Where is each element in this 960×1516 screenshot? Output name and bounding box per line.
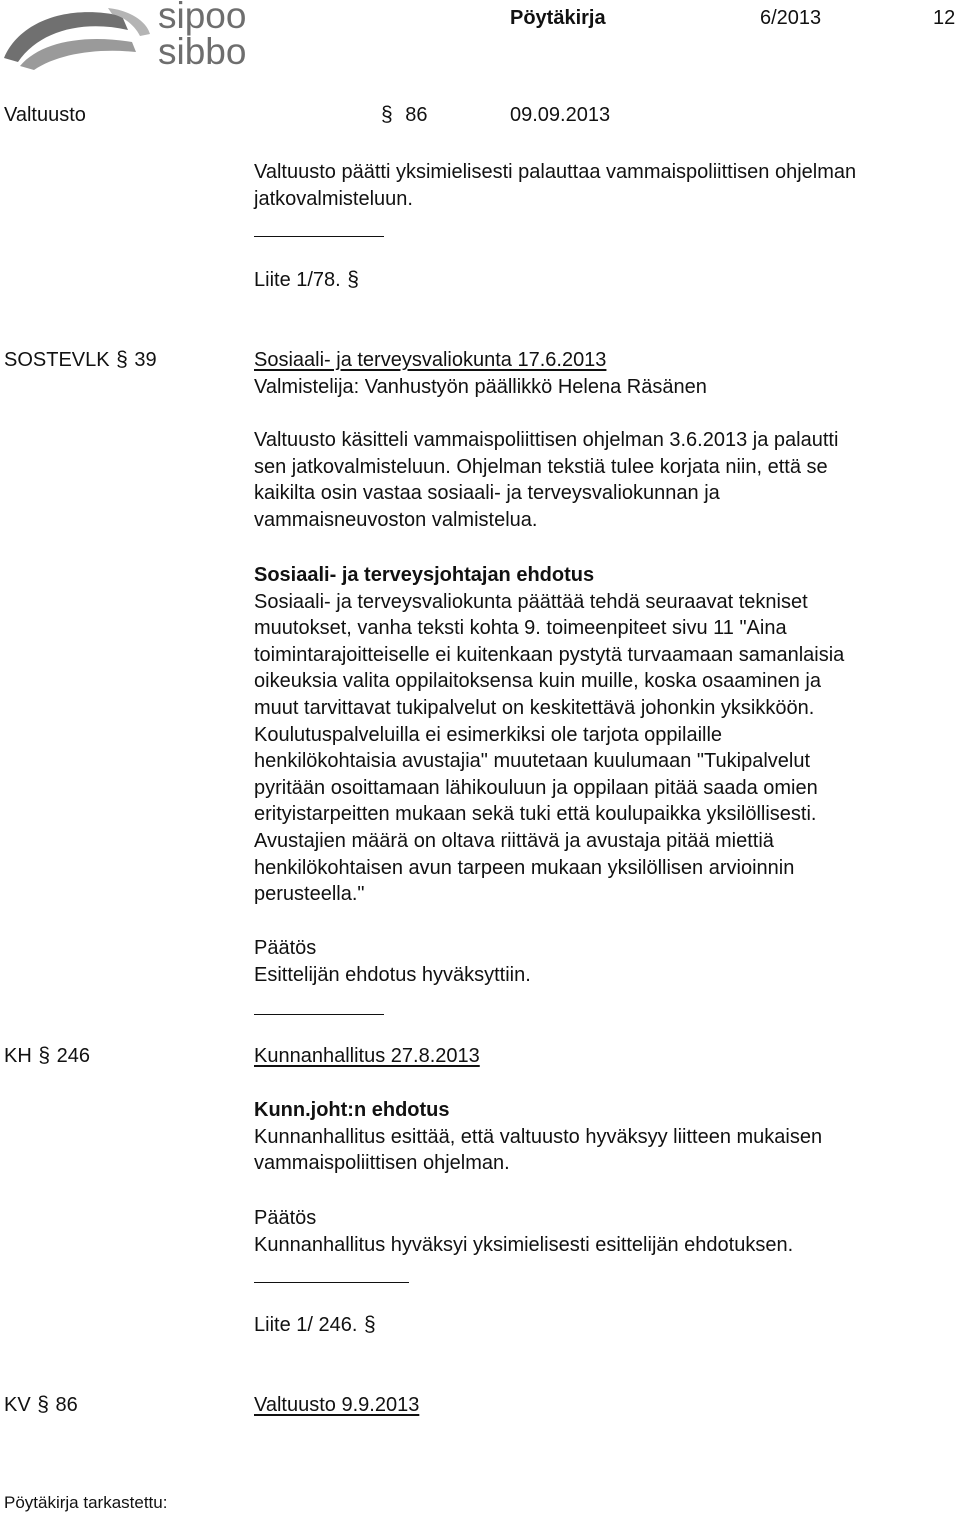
attachment-link[interactable]: Liite 1/78. [254, 269, 341, 291]
kh-ref [4, 1043, 90, 1069]
text-line: Sosiaali- ja terveysvaliokunta päättää tehdä seuraavat tekniset [254, 590, 808, 613]
kh-decision [254, 1205, 944, 1258]
sostevlk-preparer: Valmistelija: Vanhustyön päällikkö Helena Räsänen [254, 376, 707, 398]
document-number: 6/2013 [760, 7, 822, 29]
meta-body: Valtuusto [4, 104, 86, 126]
logo-swirl-icon [0, 0, 156, 72]
text-line: toimintarajoitteiselle ei kuitenkaan pystytä turvaamaan samanlaisia [254, 643, 845, 666]
text-line: muut tarvittavat tukipalvelut on keskitettävä johonkin yksikköön. [254, 696, 815, 719]
text-line: muutokset, vanha teksti kohta 9. toimeenpiteet sivu 11 "Aina [254, 617, 787, 640]
text-line: kaikilta osin vastaa sosiaali- ja terveysvaliokunnan ja [254, 482, 720, 505]
section-sign: § [116, 348, 128, 371]
text-line: Valtuusto käsitteli vammaispoliittisen ohjelman 3.6.2013 ja palautti [254, 429, 839, 451]
sostevlk-proposal [254, 562, 944, 908]
text-line: vammaispoliittisen ohjelman. [254, 1152, 510, 1175]
section-sign: § [37, 1393, 49, 1416]
text-line: sen jatkovalmisteluun. Ohjelman tekstiä tulee korjata niin, että se [254, 455, 828, 478]
section-sign: § [347, 268, 359, 291]
meta-date: 09.09.2013 [510, 104, 611, 126]
meta-paragraph-number: 86 [405, 104, 428, 126]
separator-rule [254, 236, 384, 237]
text-line: Valtuusto päätti yksimielisesti palauttaa vammaispoliittisen ohjelman [254, 161, 857, 183]
text-line: oikeuksia valita oppilaitoksensa kuin muille, koska osaaminen ja [254, 670, 821, 693]
kv-ref [4, 1392, 78, 1418]
text-line: pyritään osoittamaan lähikouluun ja oppilaan pitää saada omien [254, 776, 818, 799]
text-line: erityistarpeitten mukaan sekä tuki että koulupaikka yksilöllisesti. [254, 803, 817, 826]
decision-text: Kunnanhallitus hyväksyi yksimielisesti esittelijän ehdotuksen. [254, 1233, 794, 1256]
decision-label: Päätös [254, 1207, 317, 1229]
document-type: Pöytäkirja [510, 7, 606, 29]
section-sign: § [38, 1044, 51, 1067]
sostevlk-body [254, 427, 944, 533]
decision-label: Päätös [254, 937, 317, 959]
proposal-heading: Kunn.joht:n ehdotus [254, 1099, 450, 1121]
kh-proposal [254, 1097, 944, 1177]
text-line: perusteella." [254, 883, 365, 906]
text-line: jatkovalmisteluun. [254, 187, 413, 210]
ref-number: 39 [134, 349, 157, 371]
attachment-78 [254, 267, 360, 293]
kv-heading: Valtuusto 9.9.2013 [254, 1394, 420, 1416]
sipoo-sibbo-logo [0, 0, 260, 74]
proposal-heading: Sosiaali- ja terveysjohtajan ehdotus [254, 564, 595, 586]
attachment-link[interactable]: Liite 1/ 246. [254, 1314, 358, 1336]
separator-rule [254, 1014, 384, 1015]
text-line: Kunnanhallitus esittää, että valtuusto hyväksyy liitteen mukaisen [254, 1125, 823, 1148]
attachment-246 [254, 1312, 377, 1338]
text-line: Avustajien määrä on oltava riittävä ja avustaja pitää miettiä [254, 829, 774, 852]
section-sign: § [363, 1313, 376, 1336]
sostevlk-heading: Sosiaali- ja terveysvaliokunta 17.6.2013 [254, 349, 607, 371]
text-line: Koulutuspalveluilla ei esimerkiksi ole tarjota oppilaille [254, 723, 723, 746]
page-number: 12 [933, 7, 956, 29]
ref-label: KH [4, 1045, 32, 1067]
ref-number: 86 [55, 1394, 78, 1416]
ref-label: SOSTEVLK [4, 349, 110, 371]
ref-label: KV [4, 1394, 31, 1416]
section-sign: § [381, 103, 393, 126]
text-line: henkilökohtaisia avustajia" muutetaan kuulumaan "Tukipalvelut [254, 750, 811, 773]
text-line: vammaisneuvoston valmistelua. [254, 508, 538, 531]
footer-checked: Pöytäkirja tarkastettu: [4, 1493, 168, 1512]
separator-rule [254, 1282, 409, 1283]
text-line: henkilökohtaisen avun tarpeen mukaan yksilöllisen arvioinnin [254, 856, 795, 879]
decision-text: Esittelijän ehdotus hyväksyttiin. [254, 963, 531, 986]
ref-number: 246 [56, 1045, 90, 1067]
kh-heading: Kunnanhallitus 27.8.2013 [254, 1045, 480, 1067]
sostevlk-ref [4, 347, 157, 373]
council-decision [254, 159, 944, 212]
logo-text-sibbo: sibbo [158, 31, 247, 72]
logo-text-sipoo: sipoo [158, 0, 247, 36]
sostevlk-decision [254, 935, 944, 988]
meta-paragraph [380, 102, 428, 128]
